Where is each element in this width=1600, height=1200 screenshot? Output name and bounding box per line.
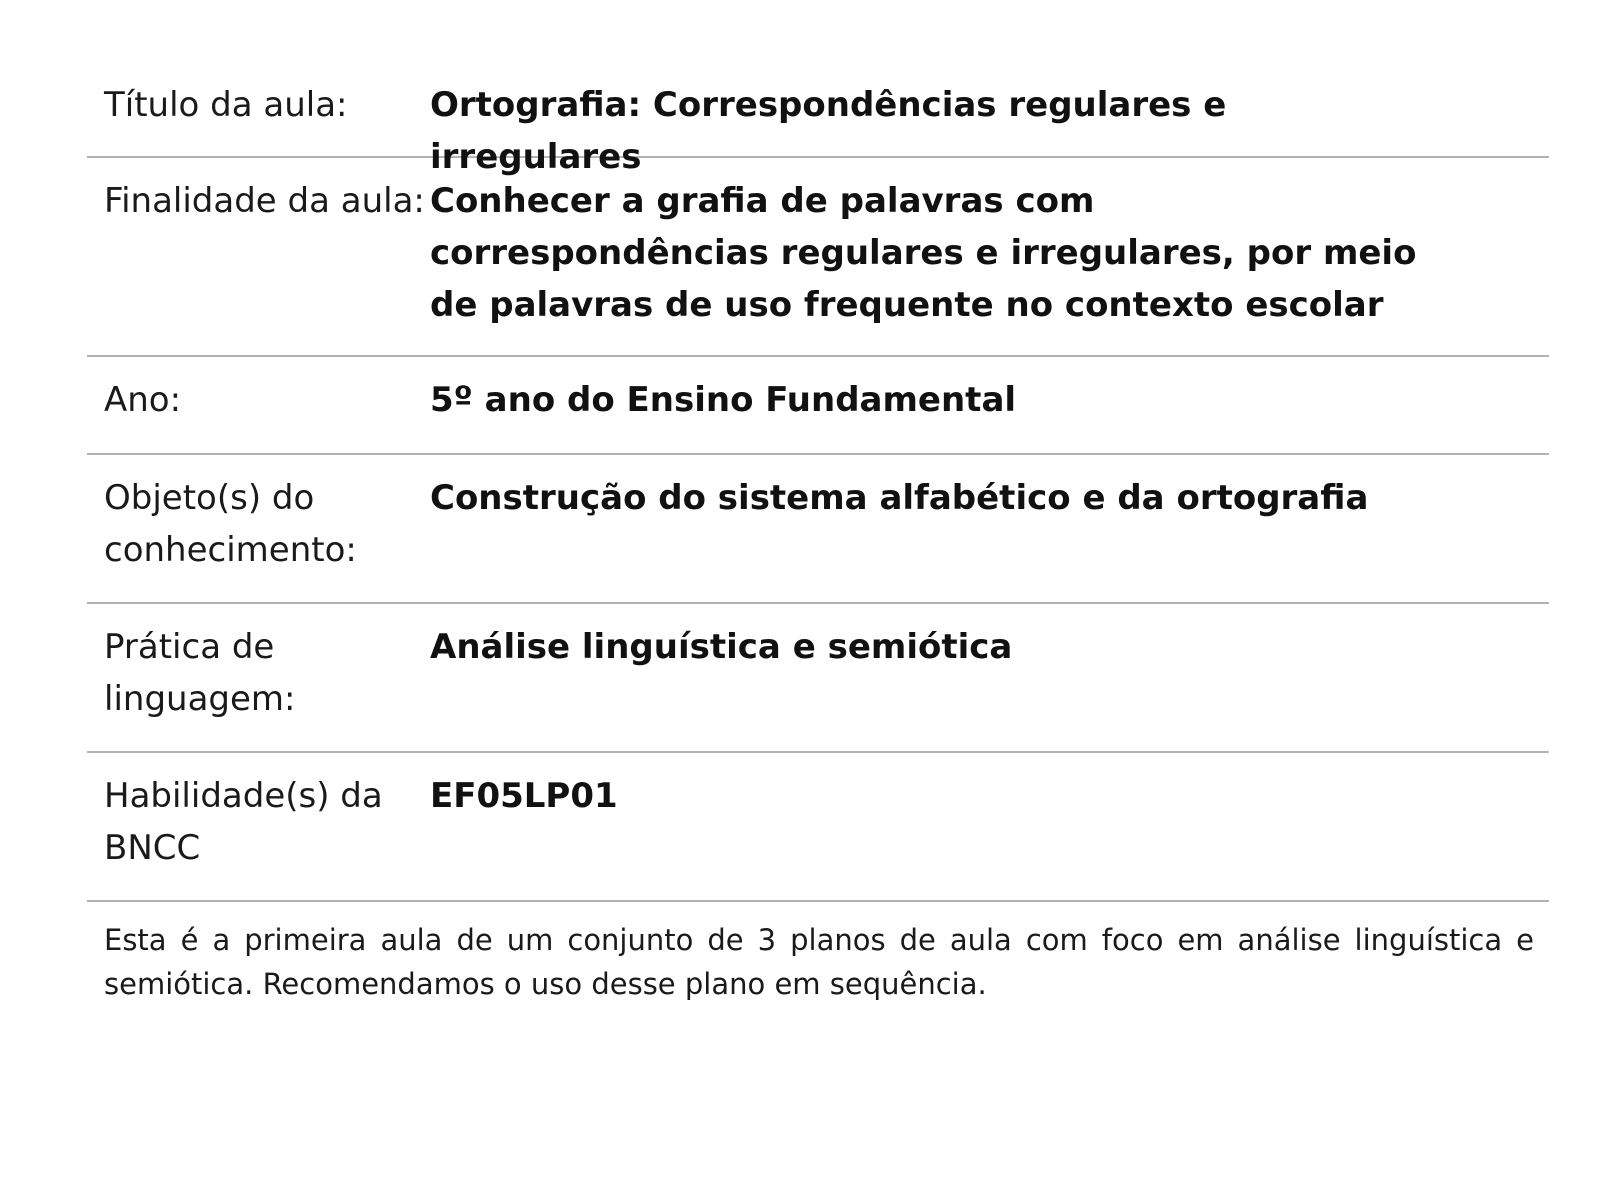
lesson-title-label: Título da aula:: [104, 85, 348, 125]
sequence-note: Esta é a primeira aula de um conjunto de 3 planos de aula com foco em análise linguística e semiótica. Recomendamos o uso desse plano em sequência.: [104, 923, 1534, 1001]
lesson-purpose-value: Conhecer a grafia de palavras com correspondências regulares e irregulares, por meio de palavras de uso frequente no contexto escolar: [430, 181, 1417, 325]
language-practice-label: Prática de linguagem:: [104, 627, 296, 719]
school-year-label: Ano:: [104, 380, 182, 420]
lesson-purpose-label: Finalidade da aula:: [104, 181, 425, 221]
info-row-bncc-skill: [87, 753, 1549, 902]
lesson-title-value: Ortografia: Correspondências regulares e irregulares: [430, 85, 1227, 177]
language-practice-value: Análise linguística e semiótica: [430, 627, 1013, 667]
knowledge-object-label: Objeto(s) do conhecimento:: [104, 478, 357, 570]
info-row-year: [87, 357, 1549, 455]
bncc-skill-value: EF05LP01: [430, 776, 618, 816]
info-row-title: [87, 58, 1549, 177]
lesson-info-table: [87, 58, 1549, 902]
bncc-skill-label: Habilidade(s) da BNCC: [104, 776, 383, 868]
school-year-value: 5º ano do Ensino Fundamental: [430, 380, 1017, 420]
knowledge-object-value: Construção do sistema alfabético e da ortografia: [430, 478, 1369, 518]
info-row-knowledge-object: [87, 455, 1549, 604]
info-row-language-practice: [87, 604, 1549, 753]
info-row-purpose: [87, 158, 1549, 357]
